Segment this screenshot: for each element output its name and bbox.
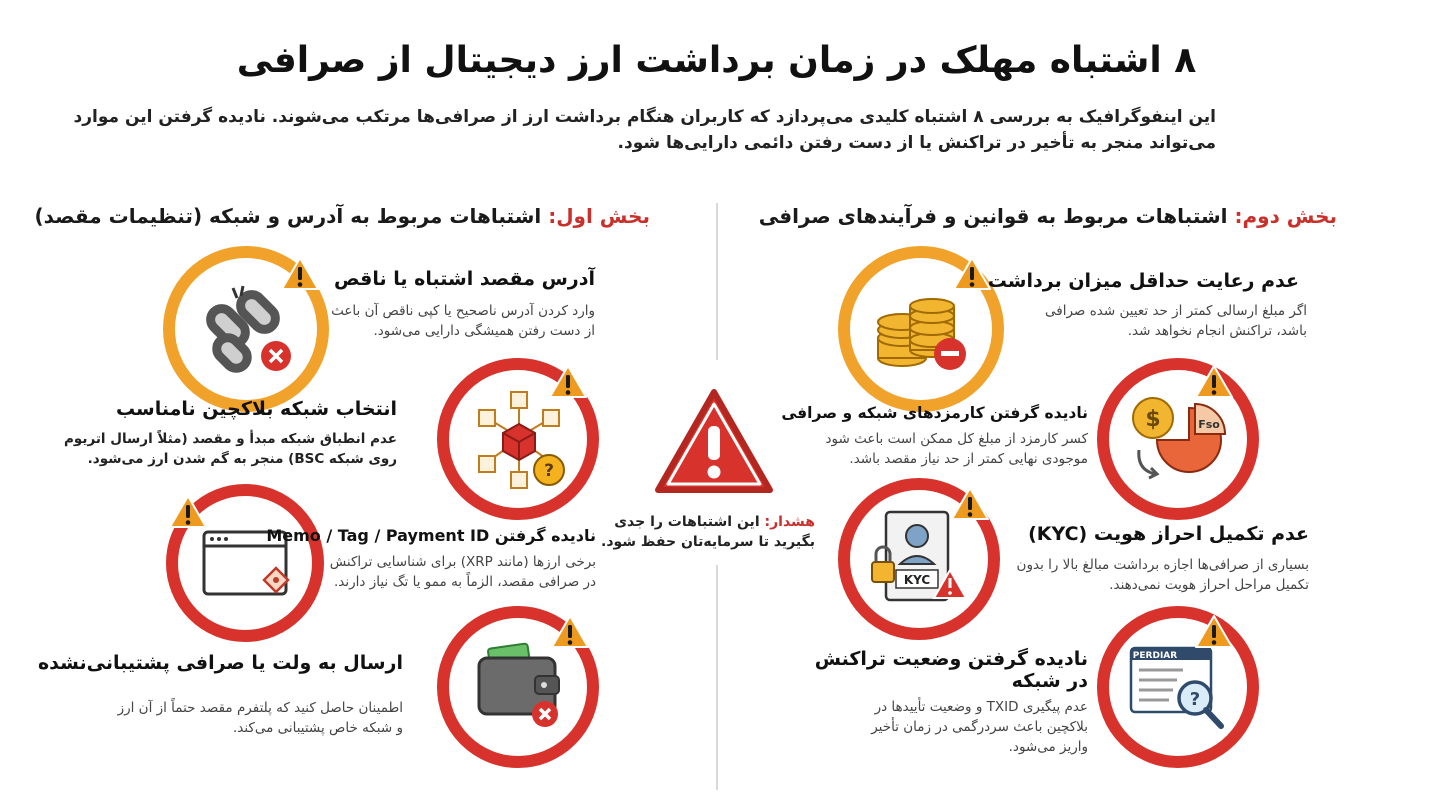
- warning-triangle-icon: [952, 256, 992, 292]
- desc-line: کسر کارمزد از مبلغ کل ممکن است باعث شود: [825, 431, 1088, 447]
- central-warning-icon: [652, 386, 776, 498]
- desc-line: عدم انطباق شبکه مبدأ و مقصد (مثلاً ارسال اتریوم: [64, 431, 397, 447]
- section-two-heading-text: اشتباهات مربوط به قوانین و فرآیندهای صرافی: [758, 204, 1235, 228]
- desc-line: وارد کردن آدرس ناصحیح یا کپی ناقص آن باعث: [331, 303, 595, 319]
- desc-line: بلاکچین باعث سردرگمی در زمان تأخیر: [871, 719, 1088, 735]
- desc-line: در صرافی مقصد، الزماً به ممو یا تگ نیاز دارند.: [334, 574, 596, 590]
- warning-triangle-icon: [280, 256, 320, 292]
- item-description: [871, 697, 1088, 757]
- item-title: نادیده گرفتن Memo / Tag / Payment ID: [266, 526, 596, 545]
- item-title: ارسال به ولت یا صرافی پشتیبانی‌نشده: [37, 652, 403, 674]
- section-two-heading: [759, 204, 1337, 228]
- svg-text:?: ?: [1189, 689, 1201, 710]
- item-title: عدم رعایت حداقل میزان برداشت: [987, 270, 1299, 292]
- warning-triangle-icon: [950, 486, 990, 522]
- desc-line: برخی ارزها (مانند XRP) برای شناسایی تراکنش: [329, 554, 596, 570]
- intro-line: می‌تواند منجر به تأخیر در تراکنش یا از دست رفتن دائمی دارایی‌ها شود.: [617, 133, 1216, 153]
- item-description: [826, 429, 1088, 469]
- item-description: [1045, 301, 1307, 341]
- desc-line: واریز می‌شود.: [1008, 739, 1088, 755]
- warning-triangle-icon: [1194, 364, 1234, 400]
- warning-triangle-icon: [550, 614, 590, 650]
- svg-text:?: ?: [544, 461, 554, 481]
- warning-triangle-icon: [168, 494, 208, 530]
- intro-paragraph: [73, 104, 1216, 156]
- item-title: نادیده گرفتن کارمزدهای شبکه و صرافی: [781, 404, 1088, 422]
- desc-line: اگر مبلغ ارسالی کمتر از حد تعیین شده صرافی: [1045, 303, 1307, 319]
- item-description: [330, 552, 596, 592]
- item-description: [1017, 555, 1309, 595]
- explorer-icon-circle: [1097, 606, 1259, 768]
- section-two-accent: بخش دوم:: [1234, 204, 1337, 228]
- desc-line: بسیاری از صرافی‌ها اجازه برداشت مبالغ بالا را بدون: [1016, 557, 1309, 573]
- warning-line: بگیرید تا سرمایه‌تان حفظ شود.: [601, 534, 815, 550]
- desc-line: اطمینان حاصل کنید که پلتفرم مقصد حتماً از آن ارز: [117, 700, 403, 716]
- item-title: آدرس مقصد اشتباه یا ناقص: [334, 268, 595, 290]
- item-title-line: در شبکه: [1011, 670, 1088, 692]
- kyc-label: KYC: [903, 573, 931, 587]
- fee-icon-circle: [1097, 358, 1259, 520]
- divider-top: [716, 203, 718, 360]
- desc-line: موجودی نهایی کمتر از حد نیاز مقصد باشد.: [849, 451, 1088, 467]
- item-title: عدم تکمیل احراز هویت (KYC): [1028, 523, 1309, 545]
- desc-line: باشد، تراکنش انجام نخواهد شد.: [1127, 323, 1307, 339]
- divider-bottom: [716, 565, 718, 790]
- fee-label: Fso: [1198, 418, 1220, 431]
- warning-line: این اشتباهات را جدی: [614, 514, 765, 530]
- warning-label: هشدار:: [764, 514, 815, 530]
- desc-line: تکمیل مراحل احراز هویت نمی‌دهند.: [1109, 577, 1309, 593]
- desc-line: روی شبکه BSC) منجر به گم شدن ارز می‌شود.: [87, 451, 397, 467]
- desc-line: از دست رفتن همیشگی دارایی می‌شود.: [373, 323, 595, 339]
- intro-line: این اینفوگرافیک به بررسی ۸ اشتباه کلیدی می‌پردازد که کاربران هنگام برداشت ارز از صرافی‌ها مرتکب می‌شوند. نادیده گرفتن این موارد: [73, 107, 1216, 127]
- desc-line: و شبکه خاص پشتیبانی می‌کند.: [232, 720, 403, 736]
- warning-triangle-icon: [1194, 614, 1234, 650]
- item-description: [64, 429, 397, 469]
- section-one-heading-text: اشتباهات مربوط به آدرس و شبکه (تنظیمات مقصد): [34, 204, 549, 228]
- desc-line: عدم پیگیری TXID و وضعیت تأییدها در: [874, 699, 1088, 715]
- item-description: [331, 301, 595, 341]
- item-description: [118, 698, 403, 738]
- page-title: ۸ اشتباه مهلک در زمان برداشت ارز دیجیتال از صرافی: [236, 40, 1197, 81]
- warning-triangle-icon: [548, 364, 588, 400]
- warning-message: [601, 512, 815, 552]
- section-one-heading: [34, 204, 650, 228]
- section-one-accent: بخش اول:: [548, 204, 650, 228]
- item-title-line: نادیده گرفتن وضعیت تراکنش: [814, 648, 1088, 670]
- svg-text:$: $: [1145, 407, 1161, 432]
- explorer-label: PERDIAR: [1132, 651, 1178, 661]
- item-title: انتخاب شبکه بلاکچین نامناسب: [115, 398, 397, 420]
- item-title: [815, 648, 1088, 692]
